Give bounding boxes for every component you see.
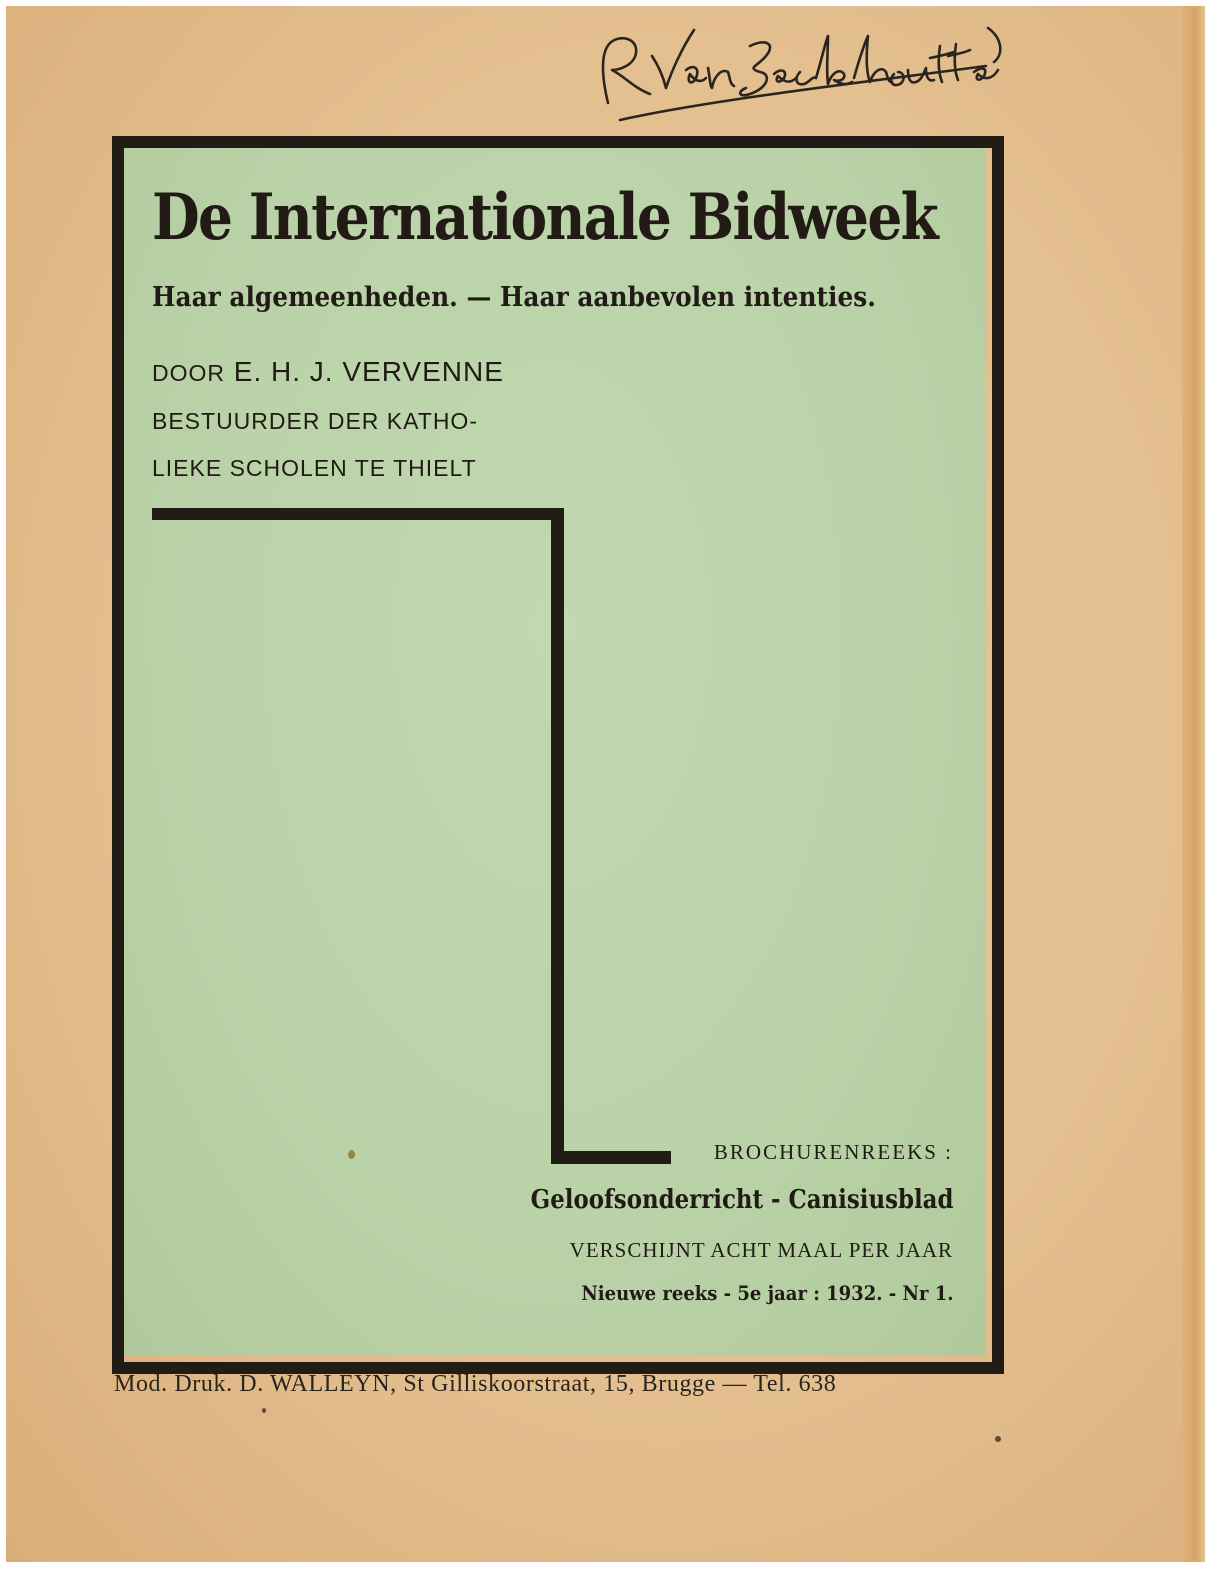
paper-speck: [995, 1436, 1001, 1442]
handwritten-signature: [590, 8, 1010, 138]
author-title-line-1: BESTUURDER DER KATHO-: [152, 408, 478, 434]
printer-imprint: Mod. Druk. D. WALLEYN, St Gilliskoorstraat, 15, Brugge — Tel. 638: [114, 1371, 837, 1397]
author-prefix: DOOR: [152, 360, 225, 386]
cover-edge: [1182, 6, 1205, 1562]
paper-speck: [348, 1150, 355, 1159]
cover-title: De Internationale Bidweek: [152, 180, 938, 255]
series-frequency: VERSCHIJNT ACHT MAAL PER JAAR: [569, 1238, 953, 1262]
author-name: E. H. J. VERVENNE: [233, 356, 504, 387]
paper-speck: [262, 1408, 266, 1413]
series-label: BROCHURENREEKS :: [713, 1140, 953, 1164]
decorative-bar-top: [152, 508, 564, 520]
cover-subtitle: Haar algemeenheden. — Haar aanbevolen intenties.: [152, 282, 876, 313]
decorative-bar-bottom: [551, 1151, 671, 1164]
decorative-bar-vertical: [551, 508, 564, 1164]
author-title-line-2: LIEKE SCHOLEN TE THIELT: [152, 455, 477, 481]
series-name: Geloofsonderricht - Canisiusblad: [530, 1185, 953, 1215]
author-line: [152, 358, 504, 386]
series-issue: Nieuwe reeks - 5e jaar : 1932. - Nr 1.: [580, 1281, 953, 1305]
